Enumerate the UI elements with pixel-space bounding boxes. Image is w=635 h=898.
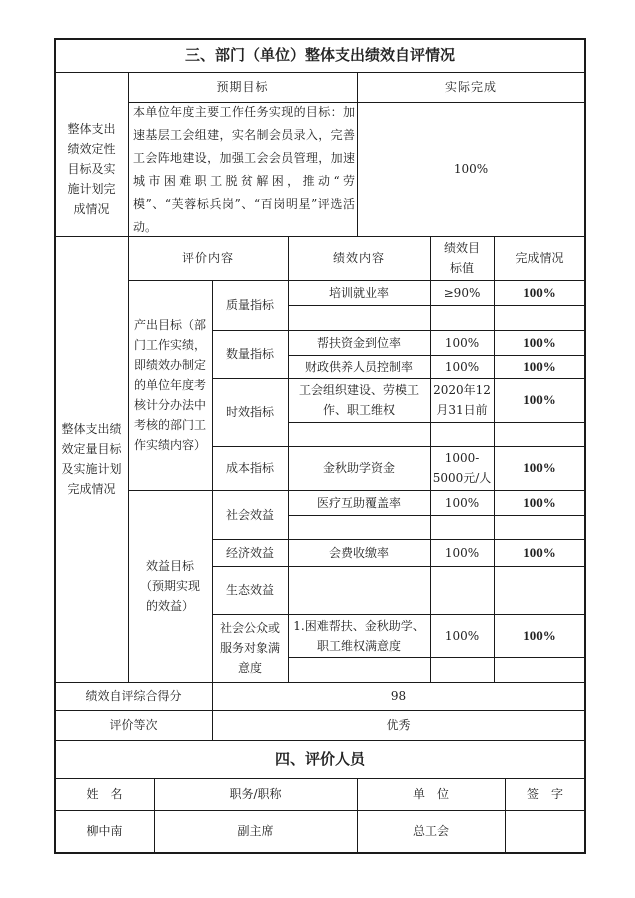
- content-medical: 医疗互助覆盖率: [316, 495, 401, 510]
- content-staff: 财政供养人员控制率: [304, 359, 413, 374]
- content-satisfaction: 1.困难帮扶、金秋助学、职工维权满意度: [293, 618, 425, 653]
- target-student-aid: 1000-5000元/人: [432, 451, 492, 485]
- target-satisfaction: 100%: [444, 628, 480, 643]
- result-dues: 100%: [523, 544, 556, 560]
- target-fund: 100%: [444, 335, 480, 350]
- target-header: 绩效目标值: [443, 241, 480, 275]
- score-label: 绩效自评综合得分: [85, 689, 182, 703]
- quantitative-row-label: 整体支出绩效定量目标及实施计划完成情况: [61, 422, 122, 496]
- grade-label: 评价等次: [109, 718, 158, 732]
- score-value: 98: [390, 689, 407, 703]
- eval-content-header: 评价内容: [181, 251, 234, 265]
- target-training: ≥90%: [443, 285, 481, 300]
- indicator-ecological: 生态效益: [225, 583, 274, 597]
- header-signature: 签 字: [526, 787, 563, 801]
- target-medical: 100%: [444, 495, 480, 510]
- evaluator-signature: [505, 810, 585, 852]
- result-student-aid: 100%: [523, 460, 556, 475]
- content-union-build: 工会组织建设、劳模工作、职工维权: [298, 383, 419, 417]
- header-unit: 单 位: [412, 787, 449, 801]
- output-group-label: 产出目标（部门工作实绩，即绩效办制定的单位年度考核计分办法中考核的部门工作实绩内容）: [133, 318, 206, 452]
- evaluator-name: 柳中南: [86, 824, 123, 838]
- indicator-social: 社会效益: [225, 507, 274, 522]
- completion-header: 完成情况: [515, 251, 564, 265]
- content-fund: 帮扶资金到位率: [316, 335, 401, 350]
- target-staff: 100%: [444, 359, 480, 374]
- header-position: 职务/职称: [229, 787, 282, 801]
- result-medical: 100%: [523, 494, 556, 510]
- section3-title: 三、部门（单位）整体支出绩效自评情况: [184, 46, 455, 64]
- benefit-group-label: 效益目标（预期实现的效益）: [139, 559, 200, 613]
- qualitative-row-label: 整体支出绩效定性目标及实施计划完成情况: [67, 122, 116, 216]
- indicator-economic: 经济效益: [225, 545, 274, 560]
- indicator-quality: 质量指标: [225, 298, 274, 312]
- target-dues: 100%: [444, 545, 480, 560]
- indicator-satisfaction: 社会公众或服务对象满意度: [220, 621, 281, 675]
- perf-content-header: 绩效内容: [332, 251, 385, 265]
- content-training: 培训就业率: [328, 285, 389, 300]
- section4-title: 四、评价人员: [274, 750, 365, 768]
- indicator-cost: 成本指标: [225, 461, 274, 475]
- evaluator-position: 副主席: [237, 824, 274, 838]
- evaluator-unit: 总工会: [412, 824, 449, 838]
- target-union-build: 2020年12月31日前: [433, 383, 491, 417]
- expected-goals-text: 本单位年度主要工作任务实现的目标：加速基层工会组建，实名制会员录入，完善工会阵地建设，加强工会会员管理，加速城市困难职工脱贫解困，推动“劳模”、“芙蓉标兵岗”、“百岗明星”评选活动。: [133, 104, 355, 234]
- indicator-timeliness: 时效指标: [225, 405, 274, 419]
- grade-value: 优秀: [386, 718, 411, 732]
- result-union-build: 100%: [523, 392, 556, 407]
- result-fund: 100%: [523, 334, 556, 350]
- content-dues: 会费收缴率: [328, 545, 389, 560]
- col-expected-header: 预期目标: [216, 80, 269, 94]
- result-satisfaction: 100%: [523, 627, 556, 643]
- indicator-quantity: 数量指标: [225, 347, 274, 361]
- content-student-aid: 金秋助学资金: [322, 461, 395, 475]
- col-actual-header: 实际完成: [444, 80, 497, 94]
- header-name: 姓 名: [86, 787, 123, 801]
- result-training: 100%: [523, 284, 556, 300]
- actual-completion-value: 100%: [453, 162, 489, 176]
- result-staff: 100%: [523, 358, 556, 374]
